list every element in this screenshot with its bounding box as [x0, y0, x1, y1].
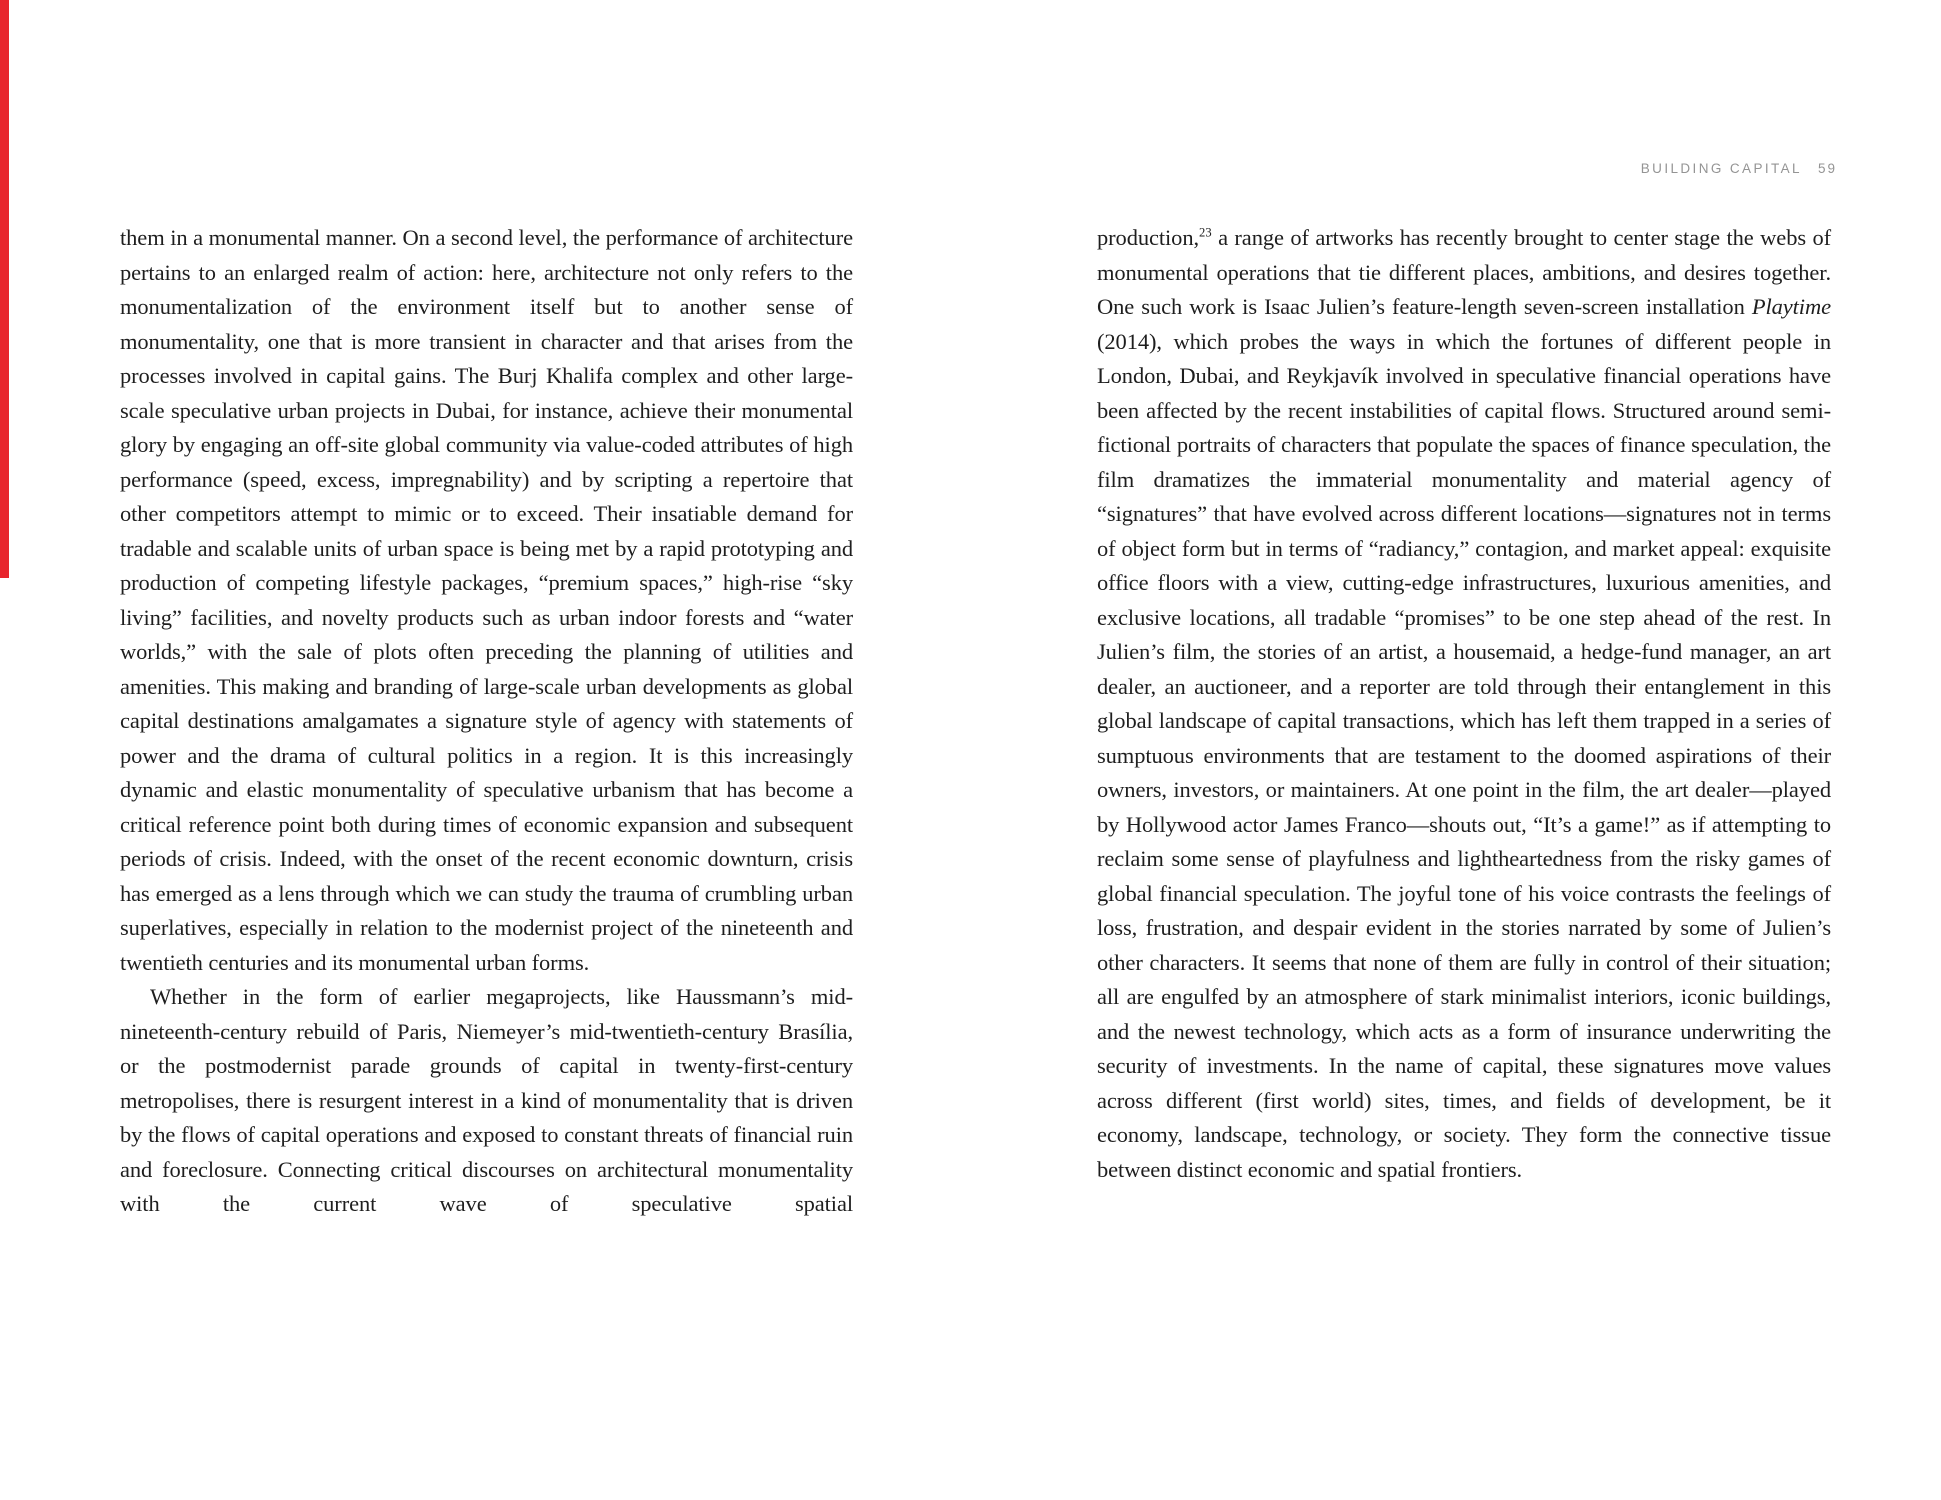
left-page-column	[120, 221, 853, 1222]
work-title-italic: Playtime	[1751, 294, 1831, 319]
two-page-text-spread	[120, 221, 1831, 1222]
text-run: Whether in the form of earlier megaprojects, like Haussmann’s mid-nineteenth-century rebuild of Paris, Niemeyer’s mid-twentieth-century Brasília, or the postmodernist parade grounds of capital in twenty-first-century metropolises, there is resurgent interest in a kind of monumentality that is driven by the flows of capital operations and exposed to constant threats of financial ruin and foreclosure. Connecting critical discourses on architectural monumentality with the current wave of speculative spatial	[120, 984, 853, 1216]
footnote-reference: 23	[1199, 225, 1212, 240]
red-edge-bar	[0, 0, 9, 578]
text-run: a range of artworks has recently brought to center stage the webs of monumental operations that tie different places, ambitions, and desires together. One such work is Isaac Julien’s feature-length seven-screen installation	[1097, 225, 1831, 319]
right-page-column	[1097, 221, 1831, 1222]
text-run: (2014), which probes the ways in which the fortunes of different people in London, Dubai, and Reykjavík involved in speculative financial operations have been affected by the recent instabilities of capital flows. Structured around semi-fictional portraits of characters that populate the spaces of finance speculation, the film dramatizes the immaterial monumentality and material agency of “signatures” that have evolved across different locations—signatures not in terms of object form but in terms of “radiancy,” contagion, and market appeal: exquisite office floors with a view, cutting-edge infrastructures, luxurious amenities, and exclusive locations, all tradable “promises” to be one step ahead of the rest. In Julien’s film, the stories of an artist, a housemaid, a hedge-fund manager, an art dealer, an auctioneer, and a reporter are told through their entanglement in this global landscape of capital transactions, which has left them trapped in a series of sumptuous environments that are testament to the doomed aspirations of their owners, investors, or maintainers. At one point in the film, the art dealer—played by Hollywood actor James Franco—shouts out, “It’s a game!” as if attempting to reclaim some sense of playfulness and lightheartedness from the risky games of global financial speculation. The joyful tone of his voice contrasts the feelings of loss, frustration, and despair evident in the stories narrated by some of Julien’s other characters. It seems that none of them are fully in control of their situation; all are engulfed by an atmosphere of stark minimalist interiors, iconic buildings, and the newest technology, which acts as a form of insurance underwriting the security of investments. In the name of capital, these signatures move values across different (first world) sites, times, and fields of development, be it economy, landscape, technology, or society. They form the connective tissue between distinct economic and spatial frontiers.	[1097, 328, 1831, 1182]
body-paragraph	[1097, 221, 1831, 1187]
text-run: them in a monumental manner. On a second level, the performance of architecture pertains to an enlarged realm of action: here, architecture not only refers to the monumentalization of the environment itself but to another sense of monumentality, one that is more transient in character and that arises from the processes involved in capital gains. The Burj Khalifa complex and other large-scale speculative urban projects in Dubai, for instance, achieve their monumental glory by engaging an off-site global community via value-coded attributes of high performance (speed, excess, impregnability) and by scripting a repertoire that other competitors attempt to mimic or to exceed. Their insatiable demand for tradable and scalable units of urban space is being met by a rapid prototyping and production of competing lifestyle packages, “premium spaces,” high-rise “sky living” facilities, and novelty products such as urban indoor forests and “water worlds,” with the sale of plots often preceding the planning of utilities and amenities. This making and branding of large-scale urban developments as global capital destinations amalgamates a signature style of agency with statements of power and the drama of cultural politics in a region. It is this increasingly dynamic and elastic monumentality of speculative urbanism that has become a critical reference point both during times of economic expansion and subsequent periods of crisis. Indeed, with the onset of the recent economic downturn, crisis has emerged as a lens through which we can study the trauma of crumbling urban superlatives, especially in relation to the modernist project of the nineteenth and twentieth centuries and its monumental urban forms.	[120, 225, 853, 975]
body-paragraph	[120, 221, 853, 980]
page-number: 59	[1817, 161, 1837, 176]
body-paragraph	[120, 980, 853, 1222]
running-head-section-title: BUILDING CAPITAL	[1640, 161, 1802, 176]
running-head	[1641, 161, 1837, 176]
text-run: production,	[1097, 225, 1200, 250]
